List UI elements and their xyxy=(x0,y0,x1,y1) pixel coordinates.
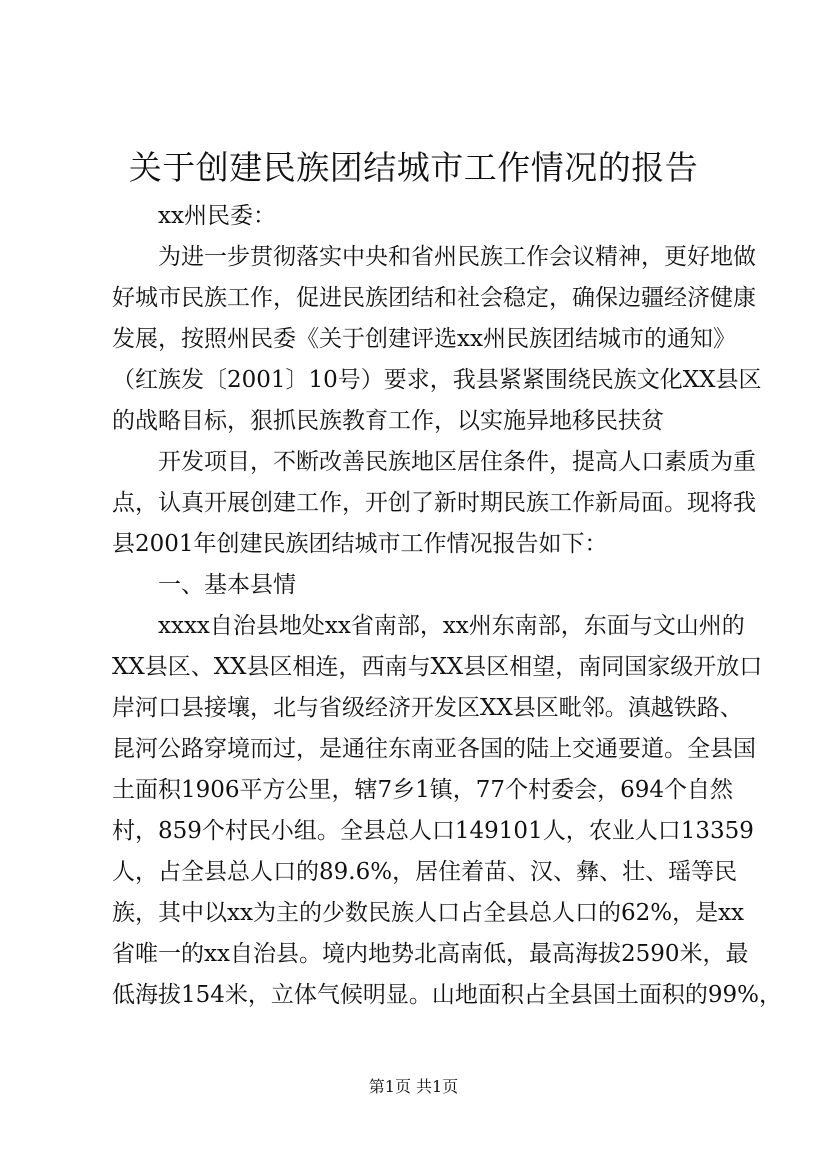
paragraph-line: 的战略目标，狠抓民族教育工作，以实施异地移民扶贫 xyxy=(112,408,664,434)
paragraph-line: 为进一步贯彻落实中央和省州民族工作会议精神，更好地做 xyxy=(158,244,756,270)
paragraph-line: 县2001年创建民族团结城市工作情况报告如下： xyxy=(112,531,608,557)
paragraph-line: 昆河公路穿境而过，是通往东南亚各国的陆上交通要道。全县国 xyxy=(112,736,756,762)
paragraph-line: xx州民委： xyxy=(158,203,276,229)
paragraph-line: xxxx自治县地处xx省南部，xx州东南部，东面与文山州的 xyxy=(158,613,745,639)
paragraph-line: 土面积1906平方公里，辖7乡1镇，77个村委会，694个自然 xyxy=(112,777,733,803)
paragraph-line: 点，认真开展创建工作，开创了新时期民族工作新局面。现将我 xyxy=(112,490,756,516)
document-body xyxy=(112,196,783,1016)
document-title: 关于创建民族团结城市工作情况的报告 xyxy=(128,148,699,187)
paragraph-line: 岸河口县接壤，北与省级经济开发区XX县区毗邻。滇越铁路、 xyxy=(112,695,743,721)
paragraph-line: 一、基本县情 xyxy=(158,572,296,598)
paragraph-line: 省唯一的xx自治县。境内地势北高南低，最高海拔2590米，最 xyxy=(112,941,749,967)
paragraph-line: XX县区、XX县区相连，西南与XX县区相望，南同国家级开放口 xyxy=(112,654,763,680)
paragraph-line: 好城市民族工作，促进民族团结和社会稳定，确保边疆经济健康 xyxy=(112,285,756,311)
paragraph-line: （红族发〔2001〕10号）要求，我县紧紧围绕民族文化XX县区 xyxy=(112,367,762,393)
page-footer: 第1页 共1页 xyxy=(368,1077,459,1096)
paragraph-line: 人，占全县总人口的89.6%，居住着苗、汉、彝、壮、瑶等民 xyxy=(112,859,738,885)
paragraph-line: 开发项目，不断改善民族地区居住条件，提高人口素质为重 xyxy=(158,449,756,475)
paragraph-line: 发展，按照州民委《关于创建评选xx州民族团结城市的通知》 xyxy=(112,326,736,352)
paragraph-line: 低海拔154米，立体气候明显。山地面积占全县国土面积的99%， xyxy=(112,982,783,1008)
paragraph-line: 族，其中以xx为主的少数民族人口占全县总人口的62%，是xx xyxy=(112,900,745,926)
paragraph-line: 村，859个村民小组。全县总人口149101人，农业人口13359 xyxy=(112,818,754,844)
